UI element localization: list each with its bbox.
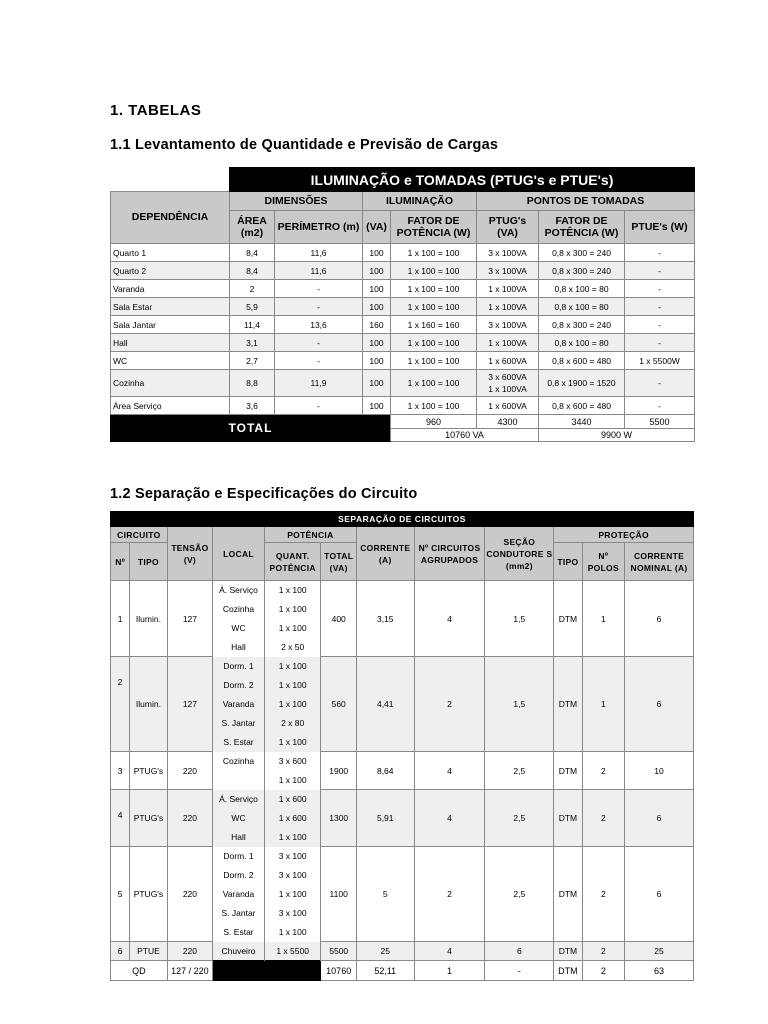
- circuit-total: 560: [321, 657, 356, 752]
- circuit-quant: 3 x 100: [264, 866, 321, 885]
- cell-va: 100: [363, 280, 391, 298]
- total-ptues: 5500: [625, 415, 695, 429]
- table-row: [111, 942, 694, 961]
- col-ptugs: PTUG's (VA): [477, 211, 539, 244]
- total-fator-ilum: 960: [391, 415, 477, 429]
- cell-perimetro: -: [275, 352, 363, 370]
- table-row: [111, 581, 694, 600]
- circuit-local: S. Jantar: [213, 904, 265, 923]
- cell-fator-tom: 0,8 x 300 = 240: [539, 316, 625, 334]
- circuit-protecao-tipo: DTM: [554, 942, 582, 961]
- cell-va: 100: [363, 262, 391, 280]
- cell-fator-tom: 0,8 x 300 = 240: [539, 244, 625, 262]
- circuit-total: 5500: [321, 942, 356, 961]
- qd-tipo: DTM: [554, 961, 582, 981]
- cell-va: 160: [363, 316, 391, 334]
- col-n: Nº: [111, 543, 130, 581]
- cell-fator-ilum: 1 x 100 = 100: [391, 397, 477, 415]
- circuit-quant: 1 x 100: [264, 657, 321, 676]
- circuit-quant: 1 x 100: [264, 600, 321, 619]
- circuit-polos: 2: [582, 847, 625, 942]
- circuit-quant: 2 x 50: [264, 638, 321, 657]
- circuit-quant: 1 x 100: [264, 923, 321, 942]
- qd-polos: 2: [582, 961, 625, 981]
- subsection-heading-circuits: 1.2 Separação e Especificações do Circuito: [110, 486, 418, 502]
- col-circuito: CIRCUITO: [111, 527, 168, 543]
- table2-title: SEPARAÇÃO DE CIRCUITOS: [111, 512, 694, 527]
- table-row: [111, 752, 694, 771]
- circuit-protecao-tipo: DTM: [554, 581, 582, 657]
- circuit-number: 5: [111, 847, 130, 942]
- cell-dependencia: Sala Jantar: [111, 316, 230, 334]
- cell-area: 3,1: [230, 334, 275, 352]
- circuit-local: Chuveiro: [213, 942, 265, 961]
- col-potencia: POTÊNCIA: [264, 527, 356, 543]
- total-tom-sum: 9900 W: [539, 429, 695, 442]
- col-perimetro: PERÍMETRO (m): [275, 211, 363, 244]
- cell-fator-ilum: 1 x 100 = 100: [391, 280, 477, 298]
- cell-va: 100: [363, 397, 391, 415]
- circuit-local: Hall: [213, 828, 265, 847]
- col-ptues: PTUE's (W): [625, 211, 695, 244]
- circuit-local: WC: [213, 619, 265, 638]
- col-dimensoes: DIMENSÕES: [230, 192, 363, 211]
- cell-va: 100: [363, 334, 391, 352]
- circuit-corrente: 4,41: [356, 657, 414, 752]
- circuit-local: S. Estar: [213, 923, 265, 942]
- cell-perimetro: 11,6: [275, 244, 363, 262]
- circuit-tensao: 127: [167, 657, 213, 752]
- cell-perimetro: -: [275, 298, 363, 316]
- circuit-tensao: 220: [167, 790, 213, 847]
- circuit-protecao-tipo: DTM: [554, 752, 582, 790]
- circuit-quant: 2 x 80: [264, 714, 321, 733]
- cell-dependencia: Quarto 1: [111, 244, 230, 262]
- cell-va: 100: [363, 352, 391, 370]
- cell-ptugs: 1 x 600VA: [477, 352, 539, 370]
- circuit-secao: 1,5: [485, 581, 554, 657]
- circuit-agrup: 2: [414, 657, 485, 752]
- table-row: [111, 790, 694, 809]
- total-ptugs: 4300: [477, 415, 539, 429]
- circuit-local: Dorm. 2: [213, 866, 265, 885]
- qd-secao: -: [485, 961, 554, 981]
- circuit-polos: 1: [582, 581, 625, 657]
- circuit-local: Hall: [213, 638, 265, 657]
- qd-nominal: 63: [625, 961, 694, 981]
- circuit-quant: 3 x 600: [264, 752, 321, 771]
- circuit-tensao: 127: [167, 581, 213, 657]
- circuit-type: PTUG's: [130, 847, 167, 942]
- cell-ptues: -: [625, 298, 695, 316]
- table-row: [111, 244, 695, 262]
- circuit-tensao: 220: [167, 942, 213, 961]
- cell-ptues: -: [625, 244, 695, 262]
- cell-fator-tom: 0,8 x 1900 = 1520: [539, 370, 625, 397]
- qd-total: 10760: [321, 961, 356, 981]
- circuit-quant: 1 x 100: [264, 885, 321, 904]
- circuit-number: 2: [111, 657, 130, 752]
- circuit-protecao-tipo: DTM: [554, 847, 582, 942]
- circuit-local: Cozinha: [213, 752, 265, 771]
- circuit-local: S. Jantar: [213, 714, 265, 733]
- cell-ptues: -: [625, 397, 695, 415]
- circuit-quant: 3 x 100: [264, 847, 321, 866]
- cell-perimetro: 13,6: [275, 316, 363, 334]
- cell-fator-tom: 0,8 x 100 = 80: [539, 334, 625, 352]
- table-row: [111, 352, 695, 370]
- cell-ptugs: 3 x 600VA 1 x 100VA: [477, 370, 539, 397]
- circuit-total: 1900: [321, 752, 356, 790]
- circuit-local: WC: [213, 809, 265, 828]
- circuit-local: Cozinha: [213, 600, 265, 619]
- cell-dependencia: Varanda: [111, 280, 230, 298]
- cell-fator-tom: 0,8 x 600 = 480: [539, 397, 625, 415]
- circuit-polos: 2: [582, 752, 625, 790]
- circuit-type: PTUG's: [130, 790, 167, 847]
- circuit-local: Dorm. 1: [213, 847, 265, 866]
- circuit-nominal: 6: [625, 657, 694, 752]
- circuit-local: Dorm. 1: [213, 657, 265, 676]
- cell-ptues: 1 x 5500W: [625, 352, 695, 370]
- circuit-nominal: 10: [625, 752, 694, 790]
- circuit-tensao: 220: [167, 752, 213, 790]
- qd-row: [111, 961, 694, 981]
- cell-ptues: -: [625, 334, 695, 352]
- cell-ptugs: 3 x 100VA: [477, 262, 539, 280]
- table-row: [111, 370, 695, 397]
- col-nominal: CORRENTE NOMINAL (A): [625, 543, 694, 581]
- load-survey-table: [110, 167, 695, 442]
- circuit-polos: 2: [582, 942, 625, 961]
- circuit-quant: 1 x 100: [264, 771, 321, 790]
- circuit-quant: 1 x 100: [264, 695, 321, 714]
- cell-perimetro: -: [275, 280, 363, 298]
- qd-blank: [213, 961, 321, 981]
- circuit-number: 6: [111, 942, 130, 961]
- circuit-quant: 1 x 100: [264, 733, 321, 752]
- qd-corrente: 52,11: [356, 961, 414, 981]
- cell-ptugs: 3 x 100VA: [477, 316, 539, 334]
- col-polos: Nº POLOS: [582, 543, 625, 581]
- table-row: [111, 316, 695, 334]
- qd-agrup: 1: [414, 961, 485, 981]
- total-label: TOTAL: [111, 415, 391, 442]
- circuit-nominal: 6: [625, 581, 694, 657]
- circuit-type: PTUE: [130, 942, 167, 961]
- cell-perimetro: 11,9: [275, 370, 363, 397]
- col-va: (VA): [363, 211, 391, 244]
- col-protecao: PROTEÇÃO: [554, 527, 694, 543]
- col-tensao: TENSÃO (V): [167, 527, 213, 581]
- circuit-secao: 2,5: [485, 752, 554, 790]
- circuit-number: 1: [111, 581, 130, 657]
- total-fator-tom: 3440: [539, 415, 625, 429]
- circuit-total: 400: [321, 581, 356, 657]
- cell-perimetro: 11,6: [275, 262, 363, 280]
- cell-ptues: -: [625, 370, 695, 397]
- cell-fator-ilum: 1 x 100 = 100: [391, 334, 477, 352]
- circuit-local: Varanda: [213, 885, 265, 904]
- cell-area: 8,4: [230, 244, 275, 262]
- col-corrente: CORRENTE (A): [356, 527, 414, 581]
- circuit-agrup: 4: [414, 942, 485, 961]
- col-iluminacao: ILUMINAÇÃO: [363, 192, 477, 211]
- cell-ptugs: 1 x 100VA: [477, 298, 539, 316]
- table-row: [111, 847, 694, 866]
- circuit-quant: 1 x 100: [264, 828, 321, 847]
- circuit-polos: 2: [582, 790, 625, 847]
- circuit-corrente: 8,64: [356, 752, 414, 790]
- circuit-nominal: 6: [625, 847, 694, 942]
- circuit-number: 4: [111, 790, 130, 847]
- circuit-secao: 2,5: [485, 847, 554, 942]
- cell-va: 100: [363, 298, 391, 316]
- col-local: LOCAL: [213, 527, 265, 581]
- col-quant: QUANT. POTÊNCIA: [264, 543, 321, 581]
- cell-fator-tom: 0,8 x 300 = 240: [539, 262, 625, 280]
- cell-area: 5,9: [230, 298, 275, 316]
- col-fator-tom: FATOR DE POTÊNCIA (W): [539, 211, 625, 244]
- cell-area: 8,8: [230, 370, 275, 397]
- table-row: [111, 657, 694, 676]
- table-row: [111, 334, 695, 352]
- cell-perimetro: -: [275, 334, 363, 352]
- circuit-local: Varanda: [213, 695, 265, 714]
- cell-fator-ilum: 1 x 100 = 100: [391, 262, 477, 280]
- cell-fator-tom: 0,8 x 100 = 80: [539, 280, 625, 298]
- cell-ptugs: 1 x 100VA: [477, 334, 539, 352]
- circuit-type: Ilumin.: [130, 657, 167, 752]
- cell-dependencia: WC: [111, 352, 230, 370]
- cell-fator-tom: 0,8 x 100 = 80: [539, 298, 625, 316]
- circuit-agrup: 4: [414, 790, 485, 847]
- corner-blank: [111, 168, 230, 192]
- col-n-circuitos: Nº CIRCUITOS AGRUPADOS: [414, 527, 485, 581]
- circuit-corrente: 3,15: [356, 581, 414, 657]
- cell-ptugs: 1 x 600VA: [477, 397, 539, 415]
- cell-fator-ilum: 1 x 160 = 160: [391, 316, 477, 334]
- cell-dependencia: Área Serviço: [111, 397, 230, 415]
- circuit-total: 1100: [321, 847, 356, 942]
- section-heading: 1. TABELAS: [110, 102, 202, 119]
- circuit-agrup: 2: [414, 847, 485, 942]
- col-tipo: TIPO: [130, 543, 167, 581]
- cell-fator-ilum: 1 x 100 = 100: [391, 244, 477, 262]
- table-row: [111, 280, 695, 298]
- circuit-quant: 1 x 600: [264, 809, 321, 828]
- cell-fator-tom: 0,8 x 600 = 480: [539, 352, 625, 370]
- circuit-local: S. Estar: [213, 733, 265, 752]
- circuit-local: Á. Serviço: [213, 790, 265, 809]
- table-row: [111, 298, 695, 316]
- col-area: ÁREA (m2): [230, 211, 275, 244]
- col-dependencia: DEPENDÊNCIA: [111, 192, 230, 244]
- circuit-tensao: 220: [167, 847, 213, 942]
- circuit-polos: 1: [582, 657, 625, 752]
- cell-fator-ilum: 1 x 100 = 100: [391, 370, 477, 397]
- cell-va: 100: [363, 370, 391, 397]
- cell-area: 8,4: [230, 262, 275, 280]
- circuit-quant: 1 x 600: [264, 790, 321, 809]
- circuit-nominal: 6: [625, 790, 694, 847]
- circuit-secao: 1,5: [485, 657, 554, 752]
- col-secao: SEÇÃO CONDUTORE S (mm2): [485, 527, 554, 581]
- cell-ptues: -: [625, 316, 695, 334]
- subsection-heading-loads: 1.1 Levantamento de Quantidade e Previsão de Cargas: [110, 137, 499, 153]
- cell-dependencia: Hall: [111, 334, 230, 352]
- total-ilum-sum: 10760 VA: [391, 429, 539, 442]
- circuit-agrup: 4: [414, 581, 485, 657]
- cell-ptues: -: [625, 280, 695, 298]
- cell-area: 2,7: [230, 352, 275, 370]
- circuit-local: Dorm. 2: [213, 676, 265, 695]
- circuit-type: PTUG's: [130, 752, 167, 790]
- qd-tensao: 127 / 220: [167, 961, 213, 981]
- circuit-agrup: 4: [414, 752, 485, 790]
- circuit-secao: 2,5: [485, 790, 554, 847]
- cell-dependencia: Sala Estar: [111, 298, 230, 316]
- cell-area: 2: [230, 280, 275, 298]
- col-total: TOTAL (VA): [321, 543, 356, 581]
- circuit-protecao-tipo: DTM: [554, 657, 582, 752]
- circuit-number: 3: [111, 752, 130, 790]
- cell-ptugs: 1 x 100VA: [477, 280, 539, 298]
- circuit-quant: 1 x 100: [264, 619, 321, 638]
- cell-ptugs: 3 x 100VA: [477, 244, 539, 262]
- circuit-local: [213, 771, 265, 790]
- cell-dependencia: Cozinha: [111, 370, 230, 397]
- circuit-table: [110, 511, 694, 981]
- circuit-corrente: 5: [356, 847, 414, 942]
- circuit-secao: 6: [485, 942, 554, 961]
- col-fator-ilum: FATOR DE POTÊNCIA (W): [391, 211, 477, 244]
- circuit-quant: 1 x 5500: [264, 942, 321, 961]
- circuit-quant: 3 x 100: [264, 904, 321, 923]
- table-row: [111, 262, 695, 280]
- cell-perimetro: -: [275, 397, 363, 415]
- cell-fator-ilum: 1 x 100 = 100: [391, 352, 477, 370]
- qd-label: QD: [111, 961, 168, 981]
- circuit-local: Á. Serviço: [213, 581, 265, 600]
- circuit-type: Ilumin.: [130, 581, 167, 657]
- cell-fator-ilum: 1 x 100 = 100: [391, 298, 477, 316]
- circuit-corrente: 25: [356, 942, 414, 961]
- circuit-protecao-tipo: DTM: [554, 790, 582, 847]
- cell-va: 100: [363, 244, 391, 262]
- col-tipo-protecao: TIPO: [554, 543, 582, 581]
- col-pontos-tomadas: PONTOS DE TOMADAS: [477, 192, 695, 211]
- table1-title: ILUMINAÇÃO e TOMADAS (PTUG's e PTUE's): [230, 168, 695, 192]
- cell-area: 11,4: [230, 316, 275, 334]
- circuit-corrente: 5,91: [356, 790, 414, 847]
- table-row: [111, 397, 695, 415]
- circuit-quant: 1 x 100: [264, 581, 321, 600]
- circuit-nominal: 25: [625, 942, 694, 961]
- cell-ptues: -: [625, 262, 695, 280]
- cell-dependencia: Quarto 2: [111, 262, 230, 280]
- cell-area: 3,6: [230, 397, 275, 415]
- circuit-total: 1300: [321, 790, 356, 847]
- circuit-quant: 1 x 100: [264, 676, 321, 695]
